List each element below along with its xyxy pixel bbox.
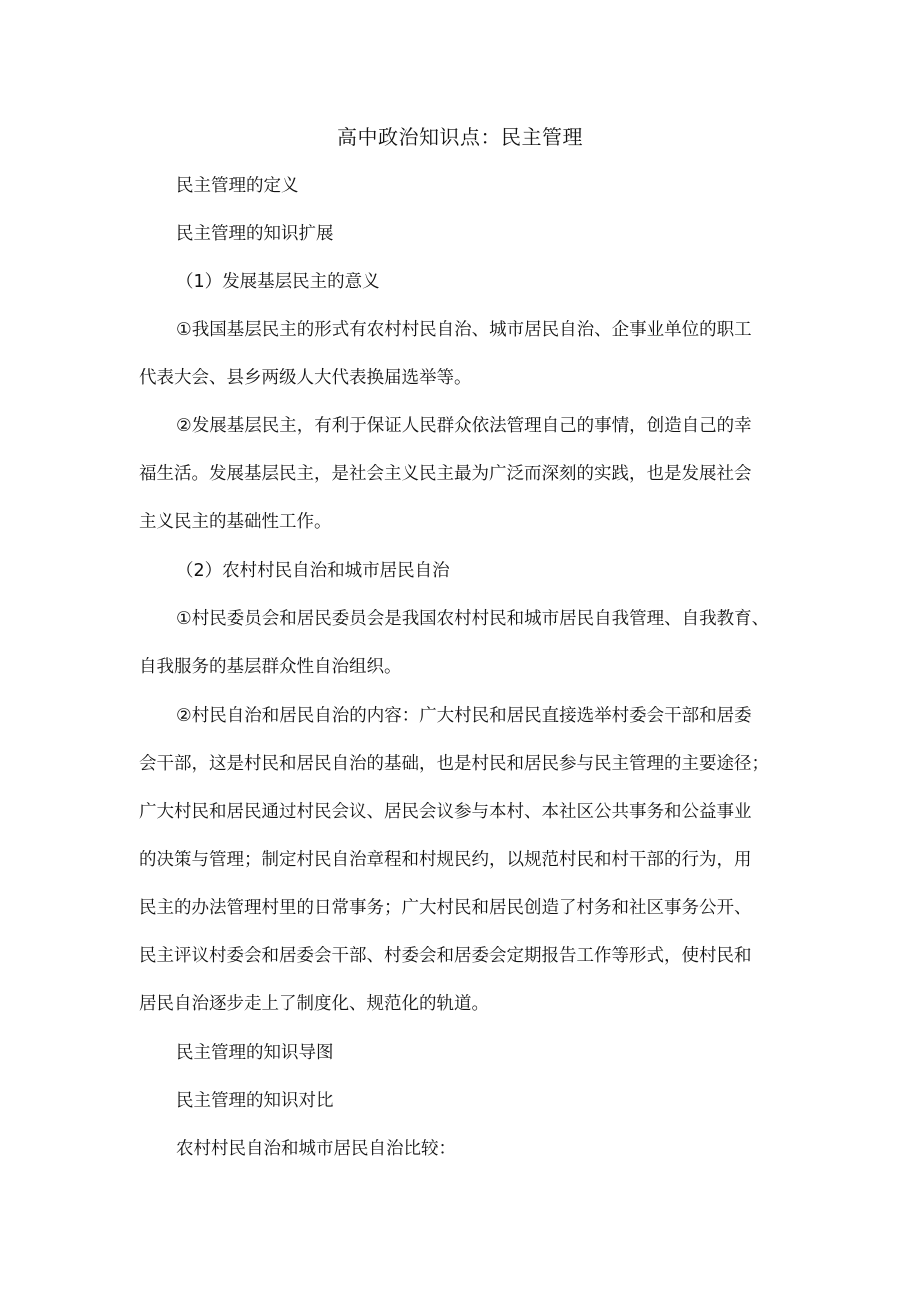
paragraph-line: 民主管理的知识对比 [176, 1091, 334, 1111]
paragraph-line: 农村村民自治和城市居民自治比较： [176, 1139, 456, 1159]
paragraph-line: 民主管理的知识导图 [176, 1043, 334, 1063]
paragraph-line: （1）发展基层民主的意义 [176, 272, 380, 292]
paragraph-line: 广大村民和居民通过村民会议、居民会议参与本村、本社区公共事务和公益事业 [139, 802, 752, 822]
paragraph-line: ①村民委员会和居民委员会是我国农村村民和城市居民自我管理、自我教育、 [176, 609, 770, 629]
page-title: 高中政治知识点：民主管理 [337, 125, 583, 149]
paragraph-line: 主义民主的基础性工作。 [139, 512, 332, 532]
paragraph-line: 代表大会、县乡两级人大代表换届选举等。 [139, 368, 472, 388]
paragraph-line: ②发展基层民主，有利于保证人民群众依法管理自己的事情，创造自己的幸 [176, 416, 752, 436]
paragraph-line: 民主评议村委会和居委会干部、村委会和居委会定期报告工作等形式，使村民和 [139, 946, 752, 966]
paragraph-line: 的决策与管理；制定村民自治章程和村规民约，以规范村民和村干部的行为，用 [139, 850, 752, 870]
paragraph-line: （2）农村村民自治和城市居民自治 [176, 561, 450, 581]
paragraph-line: ①我国基层民主的形式有农村村民自治、城市居民自治、企事业单位的职工 [176, 320, 752, 340]
paragraph-line: 会干部，这是村民和居民自治的基础，也是村民和居民参与民主管理的主要途径； [139, 754, 769, 774]
paragraph-line: 民主的办法管理村里的日常事务；广大村民和居民创造了村务和社区事务公开、 [139, 898, 752, 918]
paragraph-line: ②村民自治和居民自治的内容：广大村民和居民直接选举村委会干部和居委 [176, 706, 752, 726]
paragraph-line: 自我服务的基层群众性自治组织。 [139, 657, 402, 677]
paragraph-line: 居民自治逐步走上了制度化、规范化的轨道。 [139, 994, 489, 1014]
paragraph-line: 民主管理的知识扩展 [176, 224, 334, 244]
paragraph-line: 福生活。发展基层民主，是社会主义民主最为广泛而深刻的实践，也是发展社会 [139, 464, 752, 484]
paragraph-line: 民主管理的定义 [176, 176, 299, 196]
